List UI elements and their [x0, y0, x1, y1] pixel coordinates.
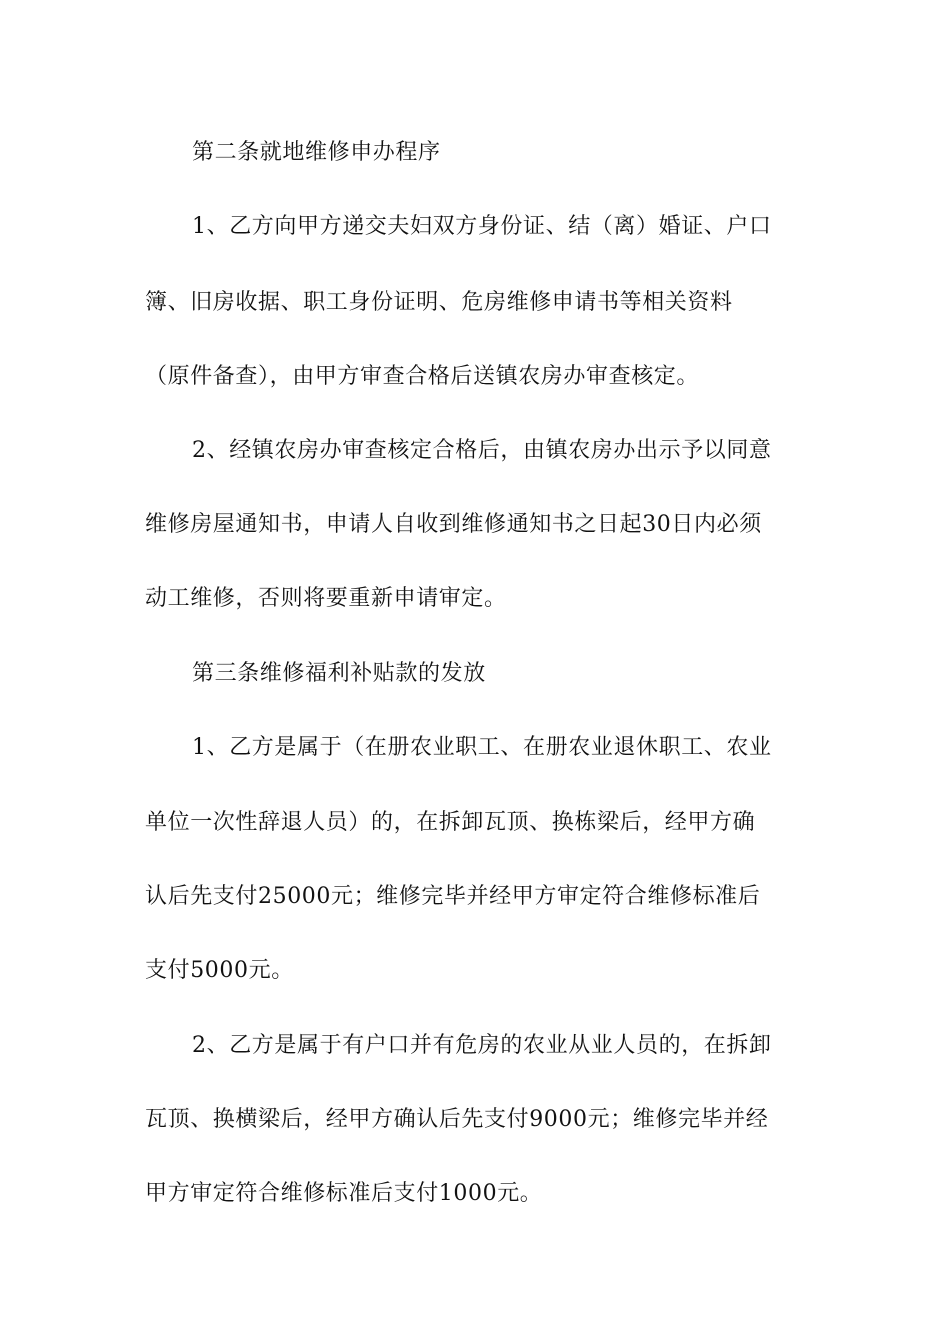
paragraph-line: 1、乙方是属于（在册农业职工、在册农业退休职工、农业 — [192, 735, 772, 760]
paragraph-line: 2、乙方是属于有户口并有危房的农业从业人员的，在拆卸 — [192, 1033, 772, 1058]
paragraph-line: 簿、旧房收据、职工身份证明、危房维修申请书等相关资料 — [145, 290, 733, 315]
paragraph-line: 甲方审定符合维修标准后支付1000元。 — [145, 1181, 543, 1206]
paragraph-line: 支付5000元。 — [145, 958, 294, 983]
paragraph-line: 1、乙方向甲方递交夫妇双方身份证、结（离）婚证、户口 — [192, 214, 772, 239]
paragraph-line: 2、经镇农房办审查核定合格后，由镇农房办出示予以同意 — [192, 438, 772, 463]
paragraph-line: 瓦顶、换横梁后，经甲方确认后先支付9000元；维修完毕并经 — [145, 1107, 769, 1132]
paragraph-line: 认后先支付25000元；维修完毕并经甲方审定符合维修标准后 — [145, 884, 761, 909]
heading-article-3: 第三条维修福利补贴款的发放 — [192, 661, 486, 686]
paragraph-line: （原件备查），由甲方审查合格后送镇农房办审查核定。 — [145, 364, 700, 389]
paragraph-line: 维修房屋通知书，申请人自收到维修通知书之日起30日内必须 — [145, 512, 762, 537]
paragraph-line: 动工维修，否则将要重新申请审定。 — [145, 586, 507, 611]
paragraph-line: 单位一次性辞退人员）的，在拆卸瓦顶、换栋梁后，经甲方确 — [145, 810, 756, 835]
heading-article-2: 第二条就地维修申办程序 — [192, 140, 441, 165]
